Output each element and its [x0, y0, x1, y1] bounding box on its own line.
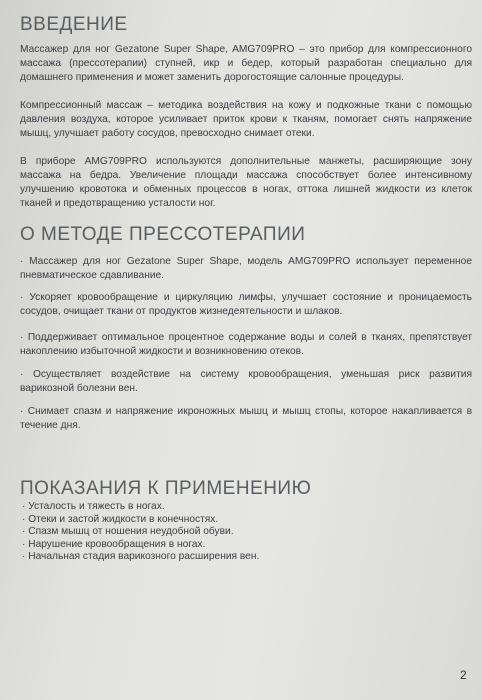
indications-item-4: · Нарушение кровообращения в ногах.	[22, 538, 206, 550]
method-item-4: · Осуществляет воздействие на систему кровообращения, уменьшая риск развития варикозной болезни вен.	[20, 369, 472, 394]
intro-paragraph-2: Компрессионный массаж – методика воздействия на кожу и подкожные ткани с помощью давления воздуха, которое усиливает приток крови к тканям, помогает снять напряжение мышц, улучшает работу сосудов, превосходно снимает отеки.	[20, 100, 472, 139]
method-heading: О МЕТОДЕ ПРЕССОТЕРАПИИ	[20, 224, 306, 245]
indications-item-1: · Усталость и тяжесть в ногах.	[22, 501, 165, 512]
indications-list	[22, 501, 462, 564]
method-item-1: · Массажер для ног Gezatone Super Shape, модель AMG709PRO использует переменное пневматическое сдавливание.	[20, 256, 472, 281]
indications-item-2: · Отеки и застой жидкости в конечностях.	[22, 513, 219, 525]
intro-heading: ВВЕДЕНИЕ	[20, 14, 128, 35]
intro-paragraph-1: Массажер для ног Gezatone Super Shape, AMG709PRO – это прибор для компрессионного массажа (прессотерапии) ступней, икр и бедер, который разработан специально для домашнего применения и может заменить дорогостоящие салонные процедуры.	[20, 44, 472, 83]
method-item-2: · Ускоряет кровообращение и циркуляцию лимфы, улучшает состояние и проницаемость сосудов, очищает ткани от продуктов жизнедеятельности и шлаков.	[20, 292, 472, 317]
intro-paragraph-3: В приборе AMG709PRO используются дополнительные манжеты, расширяющие зону массажа на бедра. Увеличение площади массажа способствует более интенсивному улучшению кровотока и обменных процессов в ногах, оттока лишней жидкости из клеток тканей и предотвращению усталости ног.	[20, 156, 472, 209]
indications-heading: ПОКАЗАНИЯ К ПРИМЕНЕНИЮ	[20, 478, 312, 499]
page-number: 2	[460, 668, 467, 682]
indications-item-5: · Начальная стадия варикозного расширения вен.	[22, 551, 260, 563]
method-item-3: · Поддерживает оптимальное процентное содержание воды и солей в тканях, препятствует накоплению избыточной жидкости и возникновению отеков.	[20, 332, 472, 357]
method-item-5: · Снимает спазм и напряжение икроножных мышц и мышц стопы, которое накапливается в течение дня.	[20, 406, 472, 431]
indications-item-3: · Спазм мышц от ношения неудобной обуви.	[22, 526, 234, 538]
